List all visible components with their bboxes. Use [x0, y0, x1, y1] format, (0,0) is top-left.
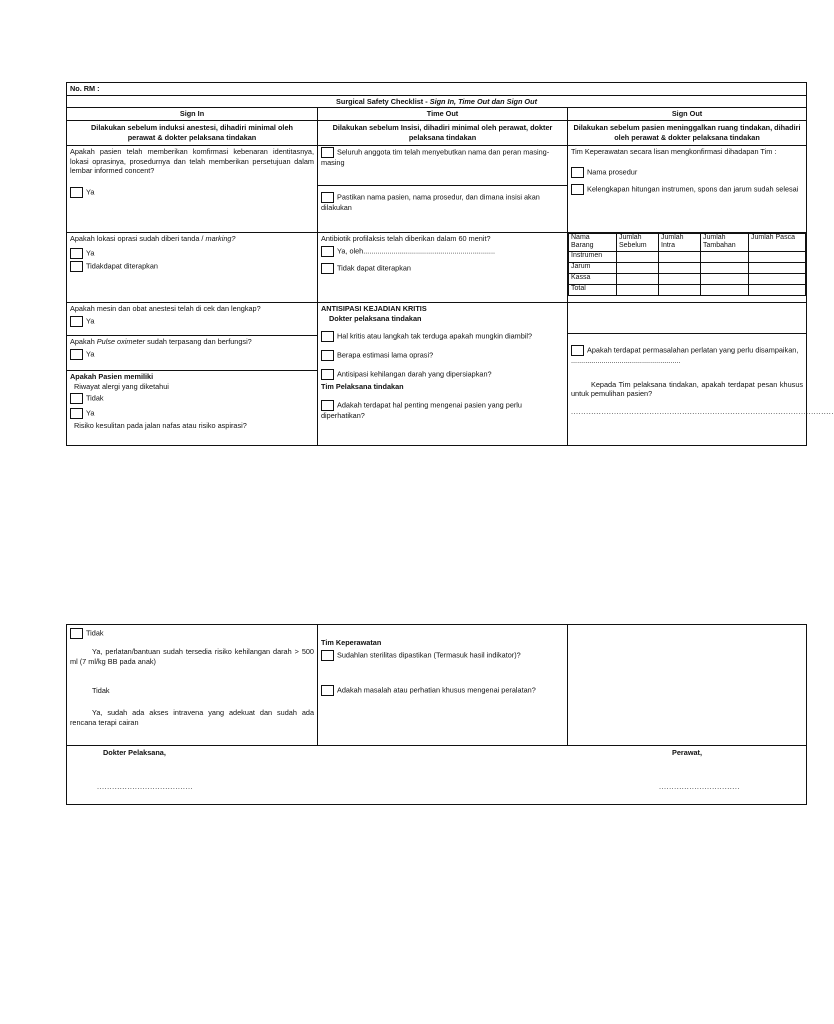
antibiotic-ya-label: Ya, oleh................................................................. — [337, 245, 496, 255]
count-cell[interactable] — [749, 273, 806, 284]
sterility-checkbox[interactable] — [321, 650, 334, 661]
count-header: Jumlah Sebelum — [617, 233, 659, 251]
identity-question: Apakah pasien telah memberikan komfirmasi kebenaran identitasnya, lokasi oprasinya, prosedurnya dan telah memberikan persetujuan dalam lembar informed concent? — [70, 146, 314, 176]
count-header: Jumlah Tambahan — [701, 233, 749, 251]
checklist-table-top — [66, 82, 834, 446]
anesthesia-ya-checkbox[interactable] — [70, 316, 83, 327]
time-out-title: Time Out — [426, 109, 459, 119]
checklist-table-bottom — [66, 624, 807, 805]
count-row-label: Jarum — [569, 262, 617, 273]
team-introduced-checkbox[interactable] — [321, 147, 334, 158]
blood-loss-label: Antisipasi kehilangan darah yang dipersiapkan? — [337, 369, 492, 379]
allergy-tidak-label: Tidak — [86, 393, 104, 403]
count-table — [568, 233, 806, 296]
count-cell[interactable] — [617, 262, 659, 273]
nurse-signature-label: Perawat, — [672, 748, 703, 757]
blood-risk-ya-label: Ya, perlatan/bantuan sudah tersedia risiko kehilangan darah > 500 ml (7 ml/kg BB pada anak) — [70, 647, 314, 666]
confirm-patient-checkbox[interactable] — [321, 192, 334, 203]
nurse-signature-line[interactable]: ................................ — [659, 782, 740, 791]
iv-access-ya-label: Ya, sudah ada akses intravena yang adekuat dan sudah ada rencana terapi cairan — [70, 707, 314, 727]
table-row — [569, 273, 806, 284]
count-cell[interactable] — [701, 273, 749, 284]
oximeter-ya-checkbox[interactable] — [70, 349, 83, 360]
identity-ya-label: Ya — [86, 187, 95, 197]
section-row-c — [67, 302, 807, 445]
antibiotic-question: Antibiotik profilaksis telah diberikan dalam 60 menit? — [321, 233, 491, 243]
allergy-tidak-checkbox[interactable] — [70, 393, 83, 404]
critical-events-title: ANTISIPASI KEJADIAN KRITIS — [321, 303, 427, 313]
table-row — [569, 262, 806, 273]
equipment-issue-checkbox[interactable] — [571, 345, 584, 356]
procedure-name-checkbox[interactable] — [571, 167, 584, 178]
no-rm-label: No. RM : — [70, 84, 100, 93]
count-cell[interactable] — [617, 284, 659, 295]
oximeter-ya-label: Ya — [86, 348, 95, 358]
title-row — [67, 95, 807, 108]
count-header: Nama Barang — [569, 233, 617, 251]
sign-out-subtitle: Dilakukan sebelum pasien meninggalkan ruang tindakan, dihadiri oleh perawat & dokter pelaksana tindakan — [573, 122, 801, 142]
count-header: Jumlah Pasca — [749, 233, 806, 251]
section-row-b — [67, 232, 807, 302]
antibiotic-na-label: Tidak dapat diterapkan — [337, 262, 411, 272]
pulse-oximeter-question: Apakah Pulse oximeter sudah terpasang dan berfungsi? — [70, 336, 252, 346]
doctor-signature-line[interactable]: ...................................... — [97, 782, 194, 791]
airway-risk-question: Risiko kesulitan pada jalan nafas atau risiko aspirasi? — [74, 421, 247, 431]
confirm-patient-label: Pastikan nama pasien, nama prosedur, dan dimana insisi akan dilakukan — [321, 192, 540, 212]
count-cell[interactable] — [749, 284, 806, 295]
sign-in-subtitle: Dilakukan sebelum induksi anestesi, dihadiri minimal oleh perawat & dokter pelaksana tindakan — [91, 122, 293, 142]
blood-risk-tidak-label: Tidak — [86, 628, 104, 638]
nursing-team-title: Tim Keperawatan — [321, 638, 382, 647]
critical-steps-checkbox[interactable] — [321, 331, 334, 342]
count-cell[interactable] — [749, 251, 806, 262]
marking-na-checkbox[interactable] — [70, 261, 83, 272]
allergy-question: Riwayat alergi yang diketahui — [74, 381, 169, 391]
count-cell[interactable] — [701, 284, 749, 295]
count-cell[interactable] — [659, 251, 701, 262]
critical-events-sub: Dokter pelaksana tindakan — [329, 313, 422, 323]
identity-ya-checkbox[interactable] — [70, 187, 83, 198]
allergy-ya-checkbox[interactable] — [70, 408, 83, 419]
signature-row — [67, 746, 807, 805]
iv-access-tidak-label: Tidak — [92, 686, 110, 696]
patient-has-title: Apakah Pasien memiliki — [70, 371, 154, 381]
marking-na-label: Tidakdapat diterapkan — [86, 260, 158, 270]
antibiotic-ya-checkbox[interactable] — [321, 246, 334, 257]
sign-in-title: Sign In — [179, 109, 205, 119]
blood-loss-checkbox[interactable] — [321, 369, 334, 380]
patient-concern-checkbox[interactable] — [321, 400, 334, 411]
count-cell[interactable] — [701, 262, 749, 273]
allergy-ya-label: Ya — [86, 408, 95, 418]
count-row-label: Kassa — [569, 273, 617, 284]
marking-ya-label: Ya — [86, 247, 95, 257]
marking-question: Apakah lokasi oprasi sudah diberi tanda / marking? — [70, 233, 236, 243]
count-cell[interactable] — [701, 251, 749, 262]
sign-out-title: Sign Out — [671, 109, 703, 119]
count-cell[interactable] — [659, 273, 701, 284]
count-cell[interactable] — [659, 284, 701, 295]
anesthesia-ya-label: Ya — [86, 315, 95, 325]
procedure-name-label: Nama prosedur — [587, 166, 638, 176]
patient-concern-label: Adakah terdapat hal penting mengenai pasien yang perlu diperhatikan? — [321, 400, 522, 420]
count-complete-label: Kelengkapan hitungan instrumen, spons dan jarum sudah selesai — [587, 183, 799, 193]
verbal-confirm-text: Tim Keperawatan secara lisan mengkonfirmasi dihadapan Tim : — [571, 146, 777, 156]
checklist-title: Surgical Safety Checklist - Sign In, Time Out dan Sign Out — [67, 95, 807, 108]
equipment-concern-checkbox[interactable] — [321, 685, 334, 696]
blood-risk-tidak-checkbox[interactable] — [70, 628, 83, 639]
count-cell[interactable] — [749, 262, 806, 273]
column-header-row — [67, 108, 807, 121]
count-complete-checkbox[interactable] — [571, 184, 584, 195]
time-out-subtitle: Dilakukan sebelum Insisi, dihadiri minimal oleh perawat, dokter pelaksana tindakan — [332, 122, 553, 142]
column-subtitle-row — [67, 120, 807, 145]
doctor-signature-label: Dokter Pelaksana, — [103, 748, 166, 757]
count-header: Jumlah Intra — [659, 233, 701, 251]
no-rm-row — [67, 83, 807, 96]
table-row — [569, 284, 806, 295]
critical-steps-label: Hal kritis atau langkah tak terduga apakah mungkin diambil? — [337, 331, 533, 341]
antibiotic-na-checkbox[interactable] — [321, 263, 334, 274]
marking-ya-checkbox[interactable] — [70, 248, 83, 259]
sterility-label: Sudahlan sterilitas dipastikan (Termasuk hasil indikator)? — [337, 650, 521, 660]
recovery-message-field[interactable]: ........................................................................................................ — [571, 406, 834, 416]
continuation-row — [67, 625, 807, 746]
recovery-message-question: Kepada Tim pelaksana tindakan, apakah terdapat pesan khusus untuk pemulihan pasien? — [571, 379, 804, 399]
duration-label: Berapa estimasi lama oprasi? — [337, 350, 434, 360]
team-title: Tim Pelaksana tindakan — [321, 382, 404, 392]
count-row-label: Instrumen — [569, 251, 617, 262]
count-row-label: Total — [569, 284, 617, 295]
equipment-issue-label: Apakah terdapat permasalahan perlatan yang perlu disampaikan, ...................................................... — [571, 345, 799, 365]
count-cell[interactable] — [617, 273, 659, 284]
table-row — [569, 251, 806, 262]
duration-checkbox[interactable] — [321, 350, 334, 361]
anesthesia-check-question: Apakah mesin dan obat anestesi telah di cek dan lengkap? — [70, 303, 261, 313]
count-cell[interactable] — [617, 251, 659, 262]
section-row-a — [67, 145, 807, 232]
team-introduced-label: Seluruh anggota tim telah menyebutkan nama dan peran masing-masing — [321, 147, 550, 167]
count-cell[interactable] — [659, 262, 701, 273]
equipment-concern-label: Adakah masalah atau perhatian khusus mengenai peralatan? — [337, 685, 536, 695]
